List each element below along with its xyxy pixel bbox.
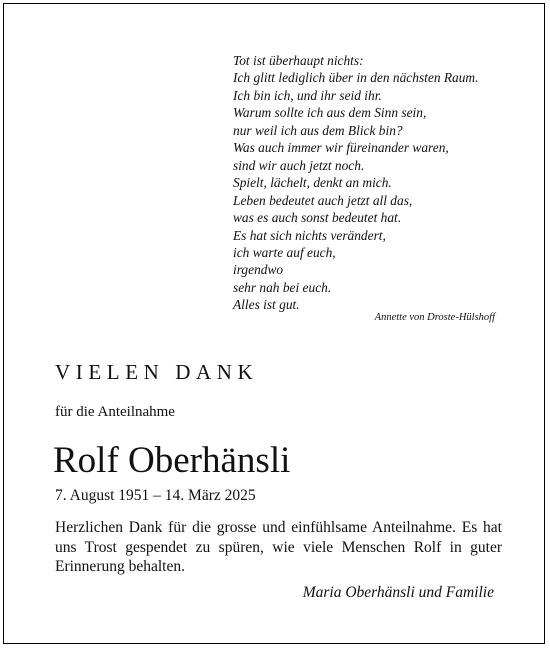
poem-line: sehr nah bei euch. [233, 279, 332, 295]
poem-line: irgendwo [233, 262, 284, 278]
life-dates: 7. August 1951 – 14. März 2025 [55, 487, 256, 504]
poem-line: Spielt, lächelt, denkt an mich. [233, 175, 392, 191]
poem-line: ich warte auf euch, [233, 244, 336, 260]
poem-line: Leben bedeutet auch jetzt all das, [233, 192, 413, 208]
poem-line: Ich bin ich, und ihr seid ihr. [233, 87, 382, 103]
poem-attribution: Annette von Droste-Hülshoff [374, 312, 495, 323]
poem [233, 52, 478, 314]
notice-frame [3, 3, 545, 644]
poem-line: nur weil ich aus dem Blick bin? [233, 122, 403, 138]
deceased-name: Rolf Oberhänsli [53, 440, 291, 481]
poem-line: Ich glitt lediglich über in den nächsten Raum. [233, 70, 479, 86]
poem-line: Tot ist überhaupt nichts: [233, 53, 364, 68]
thanks-message: Herzlichen Dank für die grosse und einfühlsame Anteilnahme. Es hat uns Trost gespendet zu spüren, wie viele Menschen Rolf in guter Erinnerung behalten. [55, 519, 502, 575]
poem-line: Es hat sich nichts verändert, [233, 227, 386, 243]
poem-line: Alles ist gut. [233, 297, 300, 313]
thanks-intro: für die Anteilnahme [55, 404, 175, 420]
poem-line: was es auch sonst bedeutet hat. [233, 210, 402, 226]
poem-line: sind wir auch jetzt noch. [233, 157, 365, 173]
poem-line: Was auch immer wir füreinander waren, [233, 140, 449, 156]
thanks-heading: VIELEN DANK [55, 360, 259, 384]
poem-line: Warum sollte ich aus dem Sinn sein, [233, 105, 427, 121]
family-signature: Maria Oberhänsli und Familie [302, 584, 494, 601]
